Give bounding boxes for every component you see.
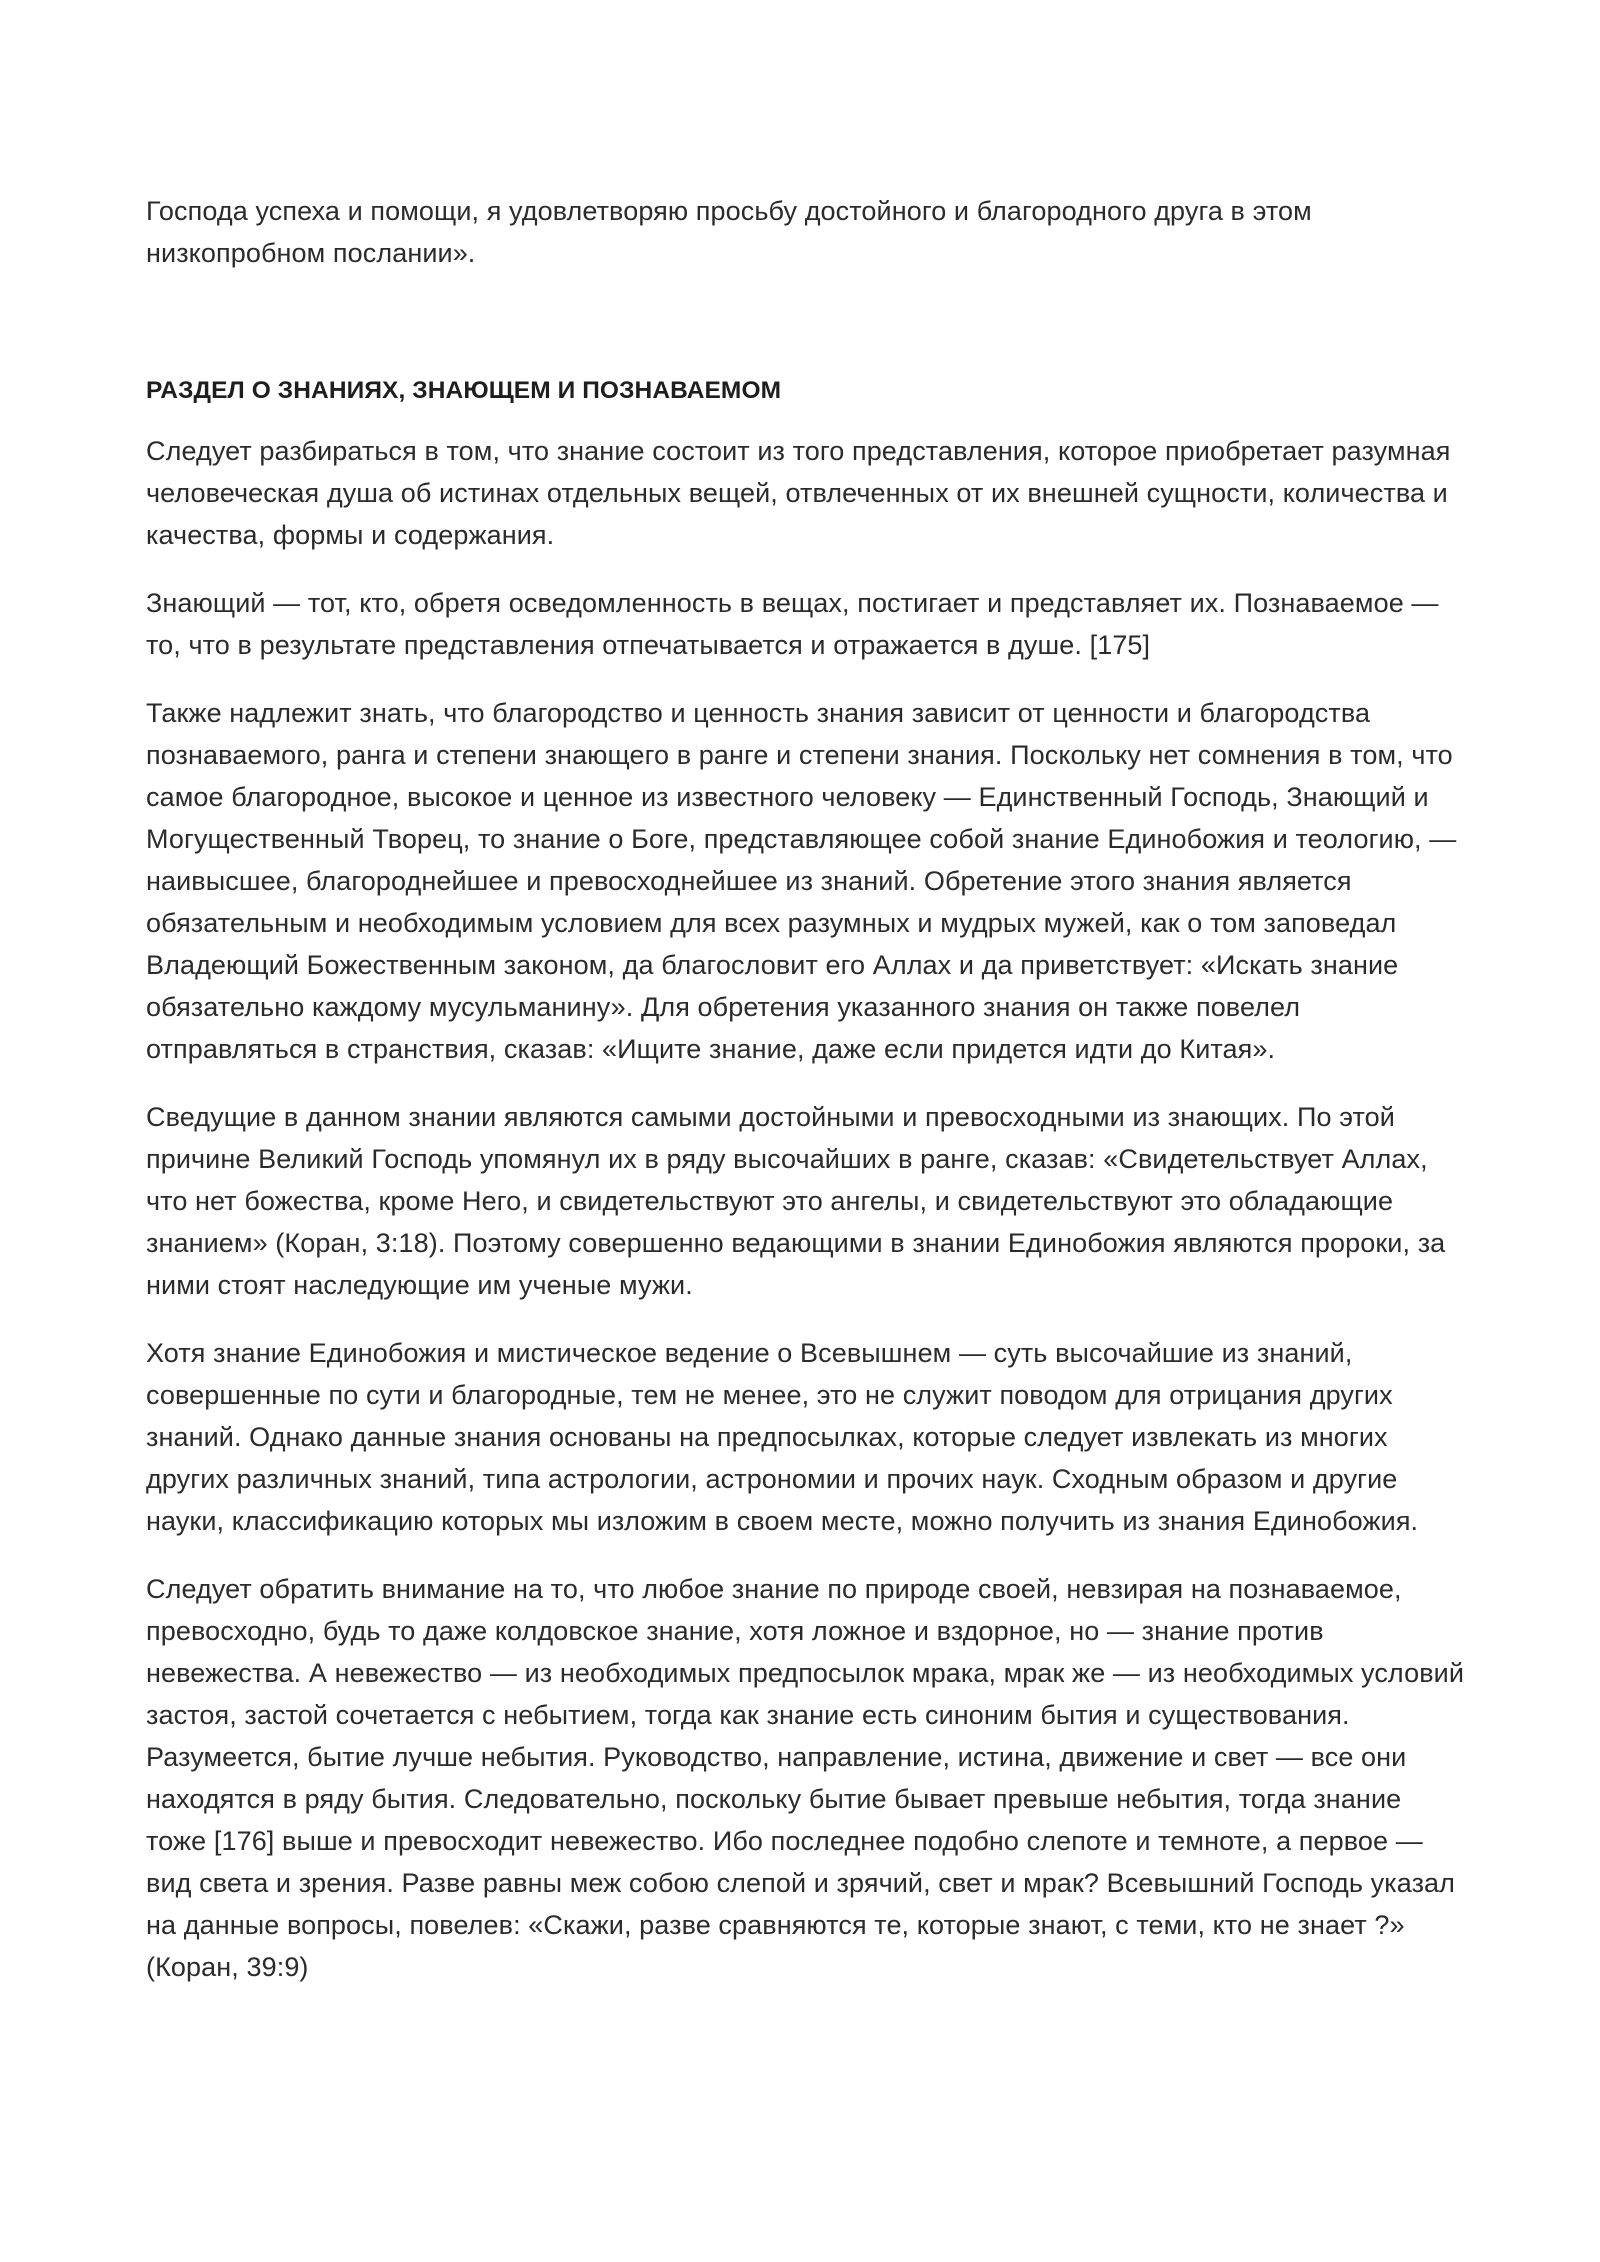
paragraph-1: Следует разбираться в том, что знание состоит из того представления, которое приобретает разумная человеческая душа об истинах отдельных вещей, отвлеченных от их внешней сущности, количества и качества, формы и содержания. [146,436,1451,550]
section-title: РАЗДЕЛ О ЗНАНИЯХ, ЗНАЮЩЕМ И ПОЗНАВАЕМОМ [146,377,782,404]
intro-paragraph: Господа успеха и помощи, я удовлетворяю просьбу достойного и благородного друга в этом низкопробном послании». [146,196,1312,268]
paragraph-4: Сведущие в данном знании являются самыми достойными и превосходными из знающих. По этой причине Великий Господь упомянул их в ряду высочайших в ранге, сказав: «Свидетельствует Аллах, что нет божества, кроме Него, и свидетельствуют это ангелы, и свидетельствуют это обладающие знанием» (Коран, 3:18). Поэтому совершенно ведающими в знании Единобожия являются пророки, за ними стоят наследующие им ученые мужи. [146,1102,1446,1300]
document-body [146,190,1466,2014]
paragraph-6: Следует обратить внимание на то, что любое знание по природе своей, невзирая на познаваемое, превосходно, будь то даже колдовское знание, хотя ложное и вздорное, но — знание против невежества. А невежество — из необходимых предпосылок мрака, мрак же — из необходимых условий застоя, застой сочетается с небытием, тогда как знание есть синоним бытия и существования. Разумеется, бытие лучше небытия. Руководство, направление, истина, движение и свет — все они находятся в ряду бытия. Следовательно, поскольку бытие бывает превыше небытия, тогда знание тоже [176] выше и превосходит невежество. Ибо последнее подобно слепоте и темноте, а первое — вид света и зрения. Разве равны меж собою слепой и зрячий, свет и мрак? Всевышний Господь указал на данные вопросы, повелев: «Скажи, разве сравняются те, которые знают, с теми, кто не знает ?» (Коран, 39:9) [146,1574,1465,1982]
paragraph-5: Хотя знание Единобожия и мистическое ведение о Всевышнем — суть высочайшие из знаний, совершенные по сути и благородные, тем не менее, это не служит поводом для отрицания других знаний. Однако данные знания основаны на предпосылках, которые следует извлекать из многих других различных знаний, типа астрологии, астрономии и прочих наук. Сходным образом и другие науки, классификацию которых мы изложим в своем месте, можно получить из знания Единобожия. [146,1338,1419,1536]
paragraph-3: Также надлежит знать, что благородство и ценность знания зависит от ценности и благородства познаваемого, ранга и степени знающего в ранге и степени знания. Поскольку нет сомнения в том, что самое благородное, высокое и ценное из известного человеку — Единственный Господь, Знающий и Могущественный Творец, то знание о Боге, представляющее собой знание Единобожия и теологию, — наивысшее, благороднейшее и превосходнейшее из знаний. Обретение этого знания является обязательным и необходимым условием для всех разумных и мудрых мужей, как о том заповедал Владеющий Божественным законом, да благословит его Аллах и да приветствует: «Искать знание обязательно каждому мусульманину». Для обретения указанного знания он также повелел отправляться в странствия, сказав: «Ищите знание, даже если придется идти до Китая». [146,698,1457,1064]
paragraph-2: Знающий — тот, кто, обретя осведомленность в вещах, постигает и представляет их. Познаваемое — то, что в результате представления отпечатывается и отражается в душе. [175] [146,588,1439,660]
